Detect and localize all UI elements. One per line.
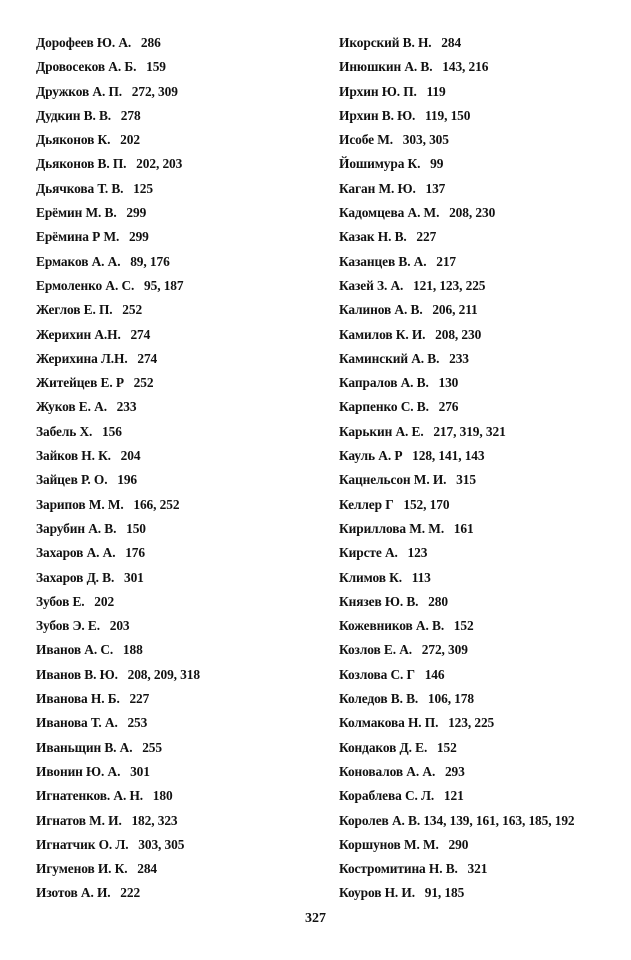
index-entry: Захаров Д. В. 301: [36, 569, 144, 585]
index-entry: Инюшкин А. В. 143, 216: [339, 59, 489, 75]
index-entry: Ирхин Ю. П. 119: [339, 83, 446, 99]
index-entry: Дьяконов В. П. 202, 203: [36, 156, 183, 172]
index-entry: Жуков Е. А. 233: [36, 399, 137, 415]
index-entry: Кадомцева А. М. 208, 230: [339, 205, 496, 221]
index-entry: Коледов В. В. 106, 178: [339, 691, 474, 707]
index-entry: Ерёмина Р М. 299: [36, 229, 149, 245]
index-entry: Кондаков Д. Е. 152: [339, 739, 457, 755]
index-entry: Коуров Н. И. 91, 185: [339, 885, 465, 901]
index-entry: Костромитина Н. В. 321: [339, 861, 488, 877]
index-entry: Карпенко С. В. 276: [339, 399, 459, 415]
index-entry: Зубов Э. Е. 203: [36, 618, 130, 634]
index-entry: Козлова С. Г 146: [339, 666, 445, 682]
index-entry: Коршунов М. М. 290: [339, 836, 469, 852]
index-entry: Захаров А. А. 176: [36, 545, 145, 561]
index-entry: Иванов А. С. 188: [36, 642, 143, 658]
index-entry: Ирхин В. Ю. 119, 150: [339, 107, 471, 123]
index-entry: Кацнельсон М. И. 315: [339, 472, 476, 488]
index-entry: Казей З. А. 121, 123, 225: [339, 277, 486, 293]
index-entry: Дьячкова Т. В. 125: [36, 180, 153, 196]
index-entry: Икорский В. Н. 284: [339, 35, 462, 50]
index-entry: Дружков А. П. 272, 309: [36, 83, 178, 99]
index-entry: Игнатчик О. Л. 303, 305: [36, 836, 185, 852]
index-entry: Кауль А. Р 128, 141, 143: [339, 448, 485, 464]
index-entry: Игуменов И. К. 284: [36, 861, 158, 877]
index-entry: Казак Н. В. 227: [339, 229, 437, 245]
index-entry: Келлер Г 152, 170: [339, 496, 450, 512]
index-entry: Иванова Т. А. 253: [36, 715, 148, 731]
index-entry: Зарипов М. М. 166, 252: [36, 496, 180, 512]
index-entry: Жеглов Е. П. 252: [36, 302, 143, 318]
index-entry: Йошимура К. 99: [339, 156, 444, 172]
index-column-right: [339, 31, 631, 906]
index-entry: Ермаков А. А. 89, 176: [36, 253, 170, 269]
index-entry: Кораблева С. Л. 121: [339, 788, 464, 804]
index-entry: Иваньщин В. А. 255: [36, 739, 162, 755]
index-entry: Жерихина Л.Н. 274: [36, 350, 158, 366]
index-entry: Климов К. 113: [339, 569, 431, 585]
index-entry: Исобе М. 303, 305: [339, 132, 449, 148]
index-entry: Карькин А. Е. 217, 319, 321: [339, 423, 506, 439]
index-entry: Кожевников А. В. 152: [339, 618, 474, 634]
index-entry: Изотов А. И. 222: [36, 885, 141, 901]
index-entry: Коновалов А. А. 293: [339, 763, 465, 779]
index-entry: Козлов Е. А. 272, 309: [339, 642, 468, 658]
index-entry: Казанцев В. А. 217: [339, 253, 457, 269]
index-entry: Ерёмин М. В. 299: [36, 205, 147, 221]
index-entry: Капралов А. В. 130: [339, 375, 459, 391]
index-entry: Кирсте А. 123: [339, 545, 428, 561]
index-entry: Зайков Н. К. 204: [36, 448, 141, 464]
index-entry: Зарубин А. В. 150: [36, 520, 146, 536]
index-entry: Дудкин В. В. 278: [36, 107, 141, 123]
page-number: 327: [305, 911, 326, 926]
index-entry: Каминский А. В. 233: [339, 350, 469, 366]
index-entry: Жерихин А.Н. 274: [36, 326, 151, 342]
index-entry: Иванов В. Ю. 208, 209, 318: [36, 666, 200, 682]
index-entry: Дорофеев Ю. А. 286: [36, 35, 161, 50]
index-entry: Калинов А. В. 206, 211: [339, 302, 478, 318]
index-entry: Дровосеков А. Б. 159: [36, 59, 166, 75]
index-entry: Камилов К. И. 208, 230: [339, 326, 482, 342]
index-entry: Ермоленко А. С. 95, 187: [36, 277, 184, 293]
index-entry: Забель Х. 156: [36, 423, 122, 439]
index-entry: Игнатенков. А. Н. 180: [36, 788, 173, 804]
index-entry: Колмакова Н. П. 123, 225: [339, 715, 495, 731]
index-entry: Ивонин Ю. А. 301: [36, 763, 150, 779]
index-entry: Иванова Н. Б. 227: [36, 691, 150, 707]
index-entry: Кириллова М. М. 161: [339, 520, 474, 536]
index-entry: Королев А. В. 134, 139, 161, 163, 185, 192: [339, 812, 575, 828]
index-entry: Игнатов М. И. 182, 323: [36, 812, 178, 828]
index-entry: Зайцев Р. О. 196: [36, 472, 138, 488]
index-entry: Дьяконов К. 202: [36, 132, 140, 148]
index-entry: Каган М. Ю. 137: [339, 180, 446, 196]
index-entry: Зубов Е. 202: [36, 593, 115, 609]
index-entry: Князев Ю. В. 280: [339, 593, 448, 609]
index-entry: Житейцев Е. Р 252: [36, 375, 154, 391]
index-column-left: [36, 31, 336, 906]
